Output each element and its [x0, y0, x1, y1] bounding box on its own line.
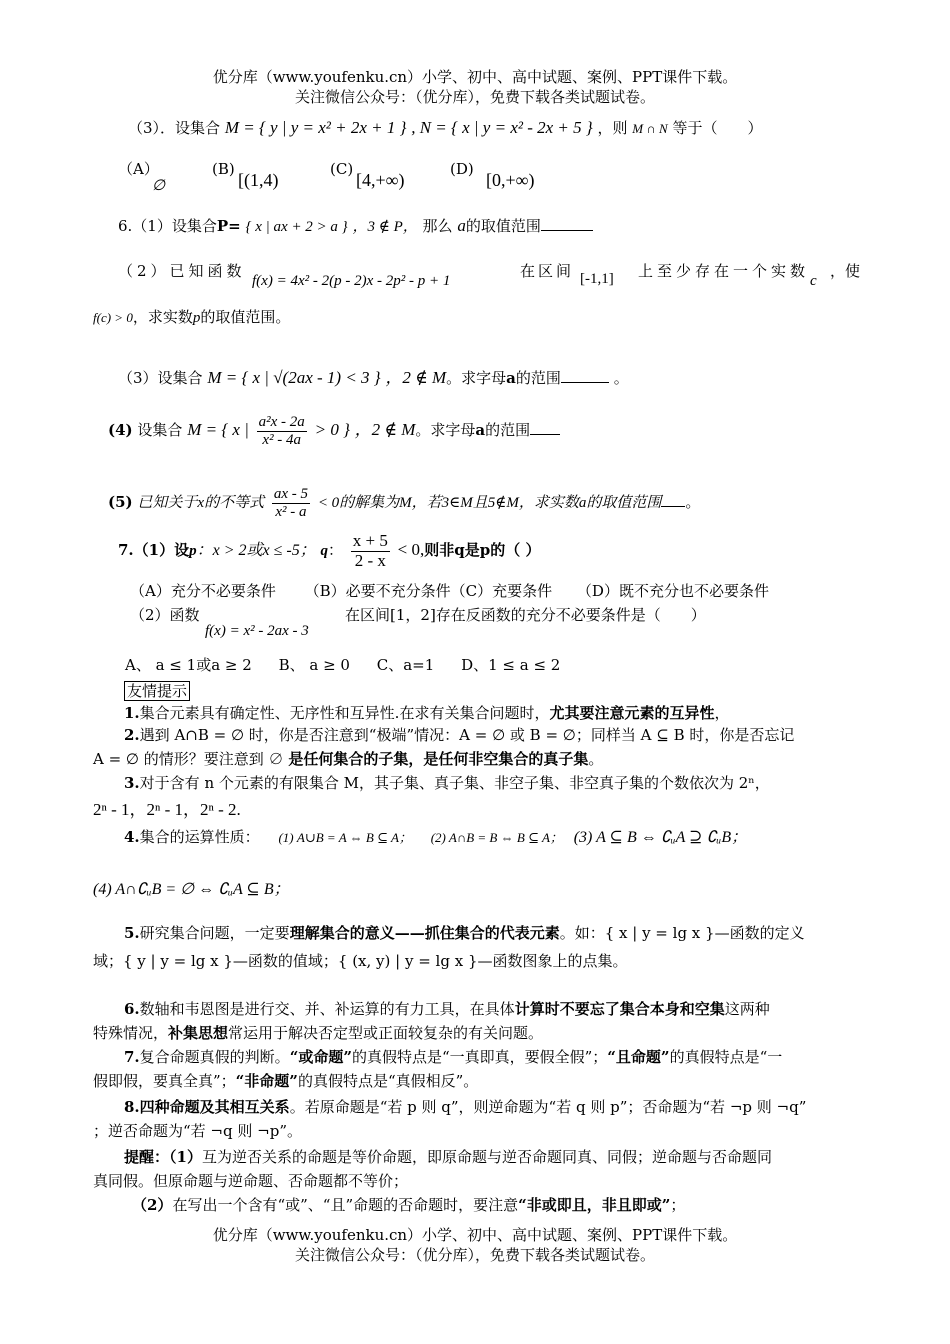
q6-1-ask2: 的取值范围	[465, 217, 541, 235]
q5-3-option-b-value: [(1,4)	[238, 170, 279, 190]
q6-4-label: (4)	[108, 421, 133, 439]
q5-3-option-c-value: [4,+∞)	[356, 170, 405, 190]
header-line-1: 优分库（www.youfenku.cn）小学、初中、高中试题、案例、PPT课件下载。	[212, 68, 738, 86]
q6-2-interval: [-1,1]	[580, 271, 614, 287]
q7-1-numerator: x + 5	[352, 531, 388, 550]
q6-1-label: 6.（1）设集合	[118, 217, 217, 235]
q6-4-fraction	[257, 414, 307, 448]
q7-1-fraction	[351, 532, 390, 570]
question-6-4	[108, 414, 560, 448]
q6-5-end: 。	[685, 493, 701, 511]
q7-1-p: p	[189, 543, 197, 560]
q7-2-function: f(x) = x² - 2ax - 3	[205, 623, 309, 639]
q6-4-answer-blank[interactable]	[530, 434, 560, 435]
question-6-5	[108, 486, 700, 520]
q7-2-option-c[interactable]: C、a=1	[376, 656, 435, 674]
tip-9-line-2: 真同假。但原命题与逆命题、否命题都不等价；	[93, 1172, 409, 1190]
q5-3-option-a-label: （A）	[118, 160, 159, 178]
q6-1-set: { x | ax + 2 > a }	[245, 219, 348, 235]
q7-2-option-d[interactable]: D、1 ≤ a ≤ 2	[461, 656, 561, 674]
q7-1-q-cond: < 0,	[397, 540, 425, 560]
q6-2-line2-end: 的取值范围。	[200, 308, 291, 326]
q6-2-function: f(x) = 4x² - 2(p - 2)x - 2p² - p + 1	[252, 273, 451, 289]
q6-4-ask: 。求字母	[415, 421, 476, 439]
tip-3-line-1: 3.对于含有 n 个元素的有限集合 M，其子集、真子集、非空子集、非空真子集的个数依次为 2ⁿ，	[124, 774, 770, 792]
footer-line-2: 关注微信公众号：（优分库），免费下载各类试题试卷。	[294, 1246, 655, 1264]
q5-3-mn: M ∩ N	[632, 121, 668, 136]
q6-4-numerator: a²x - 2a	[258, 414, 305, 430]
q6-2-mid: 在区间	[520, 262, 575, 280]
q6-4-cond: ，2 ∉ M	[354, 420, 416, 439]
q6-2-mid2: 上至少存在一个实数	[638, 262, 810, 280]
q6-4-ask2: 的范围	[485, 421, 531, 439]
q7-1-option-d[interactable]: （D）既不充分也不必要条件	[576, 582, 769, 600]
q5-3-ask: 等于（ ）	[672, 119, 763, 137]
q6-3-set: M = { x | √(2ax - 1) < 3 }	[207, 368, 381, 387]
q5-3-option-c-label: (C)	[330, 160, 354, 178]
q6-5-label: (5)	[108, 493, 133, 511]
q5-3-option-a-value: ∅	[152, 178, 166, 194]
q6-2-line-2	[93, 308, 290, 327]
q7-1-options	[130, 582, 769, 600]
q6-1-answer-blank[interactable]	[541, 230, 593, 231]
tip-4-line-1: 4.集合的运算性质： (1) A∪B = A ⇔ B ⊆ A； (2) A∩B = B ⇔ B ⊆ A； (3) A ⊆ B ⇔ ∁ᵤA ⊇ ∁ᵤB；	[124, 828, 748, 846]
q6-4-set-left: M = { x |	[187, 420, 249, 439]
q6-1-var: a	[457, 216, 466, 235]
q6-3-end: 。	[613, 369, 629, 387]
q6-1-p: P=	[216, 217, 241, 235]
q6-3-cond: ，2 ∉ M	[385, 368, 447, 387]
q6-5-text-1: 已知关于x的不等式	[137, 495, 265, 511]
q5-3-label: （3）．设集合	[128, 119, 221, 137]
q6-5-answer-blank[interactable]	[661, 506, 685, 507]
tip-7-line-1: 7.复合命题真假的判断。“或命题”的真假特点是“一真即真，要假全假”；“且命题”的真假特点是“一	[124, 1048, 783, 1066]
q6-2-fc: f(c) > 0	[93, 310, 133, 325]
header-line-2: 关注微信公众号：（优分库），免费下载各类试题试卷。	[294, 88, 655, 106]
q6-2-label: （2）已知函数	[118, 262, 246, 280]
tip-5-line-2: 域；{ y | y = lg x }—函数的值域；{ (x, y) | y = lg x }—函数图象上的点集。	[93, 952, 628, 970]
tip-8-line-2: ；逆否命题为“若 ¬q 则 ¬p”。	[93, 1122, 302, 1140]
q5-3-option-d-value: [0,+∞)	[486, 170, 535, 190]
tip-5-line-1: 5.研究集合问题，一定要理解集合的意义——抓住集合的代表元素。如：{ x | y = lg x }—函数的定义	[124, 924, 805, 942]
q6-3-var: a	[506, 369, 516, 387]
q7-1-option-b[interactable]: （B）必要不充分条件	[304, 582, 451, 600]
q6-3-ask2: 的范围	[515, 369, 561, 387]
question-6-3	[118, 368, 629, 388]
question-5-3	[128, 118, 762, 138]
tip-7-line-2: 假即假，要真全真”；“非命题”的真假特点是“真假相反”。	[93, 1072, 479, 1090]
q6-5-denominator: x² - a	[275, 503, 307, 520]
q6-4-denominator: x² - 4a	[262, 431, 302, 448]
q7-1-label: 7.（1）设	[118, 541, 190, 560]
q6-3-ask: 。求字母	[446, 369, 507, 387]
q6-1-ask: 那么	[422, 217, 453, 235]
tip-9-line-1: 提醒：（1）互为逆否关系的命题是等价命题，即原命题与逆否命题同真、同假；逆命题与否命题同	[124, 1148, 772, 1166]
q6-4-text: 设集合	[137, 421, 183, 439]
tip-10: （2）在写出一个含有“或”、“且”命题的否命题时，要注意“非或即且，非且即或”；	[132, 1196, 686, 1214]
q6-2-end: ，使	[830, 262, 861, 280]
q5-3-tail: ，则	[597, 119, 628, 137]
tip-2-line-1: 2.遇到 A∩B = ∅ 时，你是否注意到“极端”情况：A = ∅ 或 B = ∅；同样当 A ⊆ B 时，你是否忘记	[124, 726, 795, 744]
tip-2-line-2: A = ∅ 的情形？要注意到 ∅ 是任何集合的子集，是任何非空集合的真子集。	[93, 750, 604, 768]
q6-5-numerator: ax - 5	[273, 486, 309, 502]
q6-5-text-2: < 0的解集为M，若3∈M且5∉M，求实数a的取值范围	[317, 495, 662, 511]
q5-3-set-m: M = { y | y = x² + 2x + 1 }	[224, 118, 407, 137]
footer-line-1: 优分库（www.youfenku.cn）小学、初中、高中试题、案例、PPT课件下载。	[212, 1226, 738, 1244]
q6-3-answer-blank[interactable]	[561, 382, 609, 383]
tip-6-line-1: 6.数轴和韦恩图是进行交、并、补运算的有力工具，在具体计算时不要忘了集合本身和空集这两种	[124, 1000, 770, 1018]
tip-3-line-2: 2ⁿ - 1，2ⁿ - 1，2ⁿ - 2.	[93, 800, 241, 819]
q6-2-var: c	[810, 273, 817, 289]
q7-1-ask: 则非q是p的（ ）	[424, 541, 541, 560]
q7-2-option-b[interactable]: B、 a ≥ 0	[278, 656, 350, 674]
q6-3-label: （3）设集合	[118, 369, 203, 387]
tip-4-line-2: (4) A∩∁ᵤB = ∅ ⇔ ∁ᵤA ⊆ B；	[93, 881, 290, 898]
q6-4-var: a	[475, 421, 486, 439]
q5-3-option-d-label: (D)	[450, 160, 474, 178]
q5-3-option-b-label: (B)	[212, 160, 235, 178]
q7-1-p-cond: ：x > 2或x ≤ -5；	[196, 542, 316, 560]
tip-8-line-1: 8.四种命题及其相互关系。若原命题是“若 p 则 q”，则逆命题为“若 q 则 p”；否命题为“若 ¬p 则 ¬q”	[124, 1098, 807, 1116]
q7-2-option-a[interactable]: A、 a ≤ 1或a ≥ 2	[125, 656, 252, 674]
q6-2-p: p	[192, 310, 201, 326]
q7-2-options	[125, 656, 560, 674]
q6-1-cond: ，3 ∉ P，	[352, 219, 418, 235]
tip-6-line-2: 特殊情况，补集思想常运用于解决否定型或正面较复杂的有关问题。	[93, 1024, 544, 1042]
question-6-1	[118, 216, 593, 236]
tips-title: 友情提示	[124, 682, 190, 700]
question-6-2	[118, 262, 246, 280]
q6-4-set-right: > 0 }	[314, 420, 350, 439]
q7-1-denominator: 2 - x	[354, 550, 386, 570]
q7-2-ask: 在区间[1，2]存在反函数的充分不必要条件是（ ）	[345, 606, 706, 624]
question-7-1: 7.（1）设p：x > 2或x ≤ -5； q： $\frac{x + 5}{2 - x}$ < 0,则非q是p的（ ）	[118, 531, 541, 570]
q7-1-q: q	[320, 543, 329, 560]
q7-1-option-a[interactable]: （A）充分不必要条件	[130, 582, 276, 600]
q7-1-option-c[interactable]: （C）充要条件	[450, 582, 553, 600]
tip-1: 1.集合元素具有确定性、无序性和互异性.在求有关集合问题时，尤其要注意元素的互异性，	[124, 704, 730, 722]
q6-2-line2-text: ，求实数	[132, 308, 193, 326]
q7-2-label: （2）函数	[130, 606, 200, 624]
q6-5-fraction	[272, 486, 310, 520]
q5-3-set-n: , N = { x | y = x² - 2x + 5 }	[411, 118, 593, 137]
